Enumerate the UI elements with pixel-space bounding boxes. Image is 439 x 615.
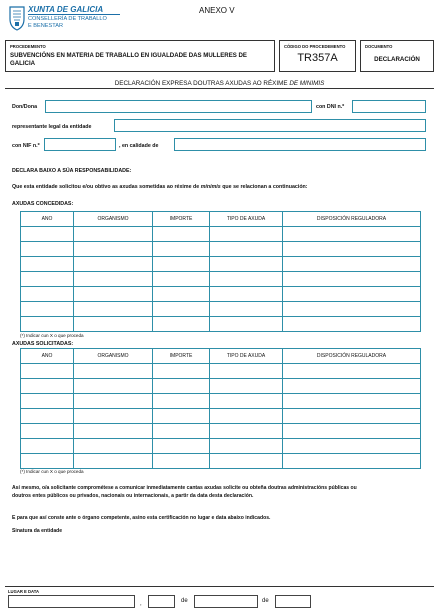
conceded-row [21,302,421,317]
requested-cell[interactable] [74,439,153,454]
conceded-cell[interactable] [153,257,210,272]
requested-title: AXUDAS SOLICITADAS: [12,341,74,347]
col-ano: ANO [21,212,74,227]
conceded-cell[interactable] [74,272,153,287]
requested-cell[interactable] [153,394,210,409]
comma-separator: , [140,601,142,607]
conceded-note: (*) Indicar cun X o que proceda [20,333,84,338]
conceded-cell[interactable] [210,317,283,332]
col-disposicion: DISPOSICIÓN REGULADORA [283,212,421,227]
conceded-cell[interactable] [210,257,283,272]
month-field[interactable] [194,595,258,608]
requested-cell[interactable] [74,364,153,379]
representative-label: representante legal da entidade [12,124,92,130]
certification-line: E para que así conste ante o órgano competente, asino esta certificación no lugar e data abaixo indicados. [12,515,271,521]
requested-cell[interactable] [283,409,421,424]
procedure-code-label: CÓDIGO DO PROCEDEMENTO [284,44,346,49]
requested-cell[interactable] [153,379,210,394]
procedure-title: SUBVENCIÓNS EN MATERIA DE TRABALLO EN IGUALDADE DAS MULLERES DE GALICIA [10,52,247,67]
requested-cell[interactable] [21,454,74,469]
conceded-cell[interactable] [21,272,74,287]
requested-cell[interactable] [283,379,421,394]
de-label-1: de [181,598,188,604]
dept-line-1: CONSELLERÍA DE TRABALLO [28,16,107,22]
don-label: Don/Dona [12,104,38,110]
procedure-box [5,40,275,72]
signature-label: Sinatura da entidade [12,528,63,534]
dni-field[interactable] [352,100,426,113]
conceded-cell[interactable] [153,287,210,302]
statement-line: Que esta entidade solicitou e/ou obtivo as axudas sometidas ao réxime de mínimis que se relacionan a continuación: [12,184,308,190]
conceded-cell[interactable] [283,272,421,287]
conceded-cell[interactable] [74,227,153,242]
procedure-code-box [279,40,356,72]
col-importe: IMPORTE [153,349,210,364]
requested-row [21,394,421,409]
requested-cell[interactable] [153,454,210,469]
conceded-cell[interactable] [210,302,283,317]
requested-cell[interactable] [153,409,210,424]
col-organismo: ORGANISMO [74,349,153,364]
procedure-label: PROCEDEMENTO [10,44,46,49]
requested-cell[interactable] [283,439,421,454]
col-tipo-axuda: TIPO DE AXUDA [210,212,283,227]
conceded-cell[interactable] [283,287,421,302]
signature-area[interactable] [12,536,427,584]
place-date-label: LUGAR E DATA [8,589,40,594]
conceded-cell[interactable] [74,257,153,272]
conceded-header-row [21,212,421,227]
de-label-2: de [262,598,269,604]
declaration-title [0,80,439,87]
col-organismo: ORGANISMO [74,212,153,227]
org-divider [28,14,120,15]
conceded-cell[interactable] [153,302,210,317]
conceded-row [21,272,421,287]
conceded-row [21,257,421,272]
requested-cell[interactable] [21,424,74,439]
requested-cell[interactable] [210,409,283,424]
requested-cell[interactable] [210,394,283,409]
declara-heading: DECLARA BAIXO A SÚA RESPONSABILIDADE: [12,168,132,174]
conceded-row [21,242,421,257]
requested-cell[interactable] [210,454,283,469]
conceded-aid-table [20,211,421,332]
requested-cell[interactable] [21,394,74,409]
conceded-row [21,227,421,242]
conceded-cell[interactable] [153,242,210,257]
requested-cell[interactable] [153,424,210,439]
conceded-cell[interactable] [283,257,421,272]
conceded-row [21,317,421,332]
conceded-cell[interactable] [153,227,210,242]
col-ano: ANO [21,349,74,364]
dept-line-2: E BENESTAR [28,22,64,29]
document-label: DOCUMENTO [365,44,393,49]
conceded-cell[interactable] [21,287,74,302]
requested-cell[interactable] [21,379,74,394]
conceded-cell[interactable] [283,227,421,242]
requested-aid-table [20,348,421,469]
requested-cell[interactable] [210,424,283,439]
annex-title: ANEXO V [199,6,235,15]
conceded-cell[interactable] [21,257,74,272]
org-name: XUNTA DE GALICIA [28,5,104,14]
requested-row [21,379,421,394]
requested-cell[interactable] [153,364,210,379]
requested-cell[interactable] [283,454,421,469]
col-tipo-axuda: TIPO DE AXUDA [210,349,283,364]
date-divider [5,586,434,587]
requested-cell[interactable] [283,364,421,379]
requested-row [21,454,421,469]
conceded-cell[interactable] [74,287,153,302]
requested-cell[interactable] [74,409,153,424]
conceded-cell[interactable] [283,302,421,317]
conceded-cell[interactable] [210,227,283,242]
requested-row [21,424,421,439]
requested-cell[interactable] [283,394,421,409]
requested-cell[interactable] [74,424,153,439]
conceded-cell[interactable] [283,242,421,257]
requested-cell[interactable] [210,364,283,379]
calidade-label: , en calidade de [119,143,159,149]
conceded-cell[interactable] [210,272,283,287]
year-field[interactable] [275,595,311,608]
requested-cell[interactable] [74,379,153,394]
requested-cell[interactable] [153,439,210,454]
conceded-cell[interactable] [21,242,74,257]
dni-label: con DNI n.º [316,104,345,110]
conceded-row [21,287,421,302]
day-field[interactable] [148,595,175,608]
conceded-cell[interactable] [210,287,283,302]
entity-field[interactable] [114,119,426,132]
requested-row [21,409,421,424]
col-importe: IMPORTE [153,212,210,227]
document-box [360,40,434,72]
requested-cell[interactable] [210,439,283,454]
conceded-cell[interactable] [153,317,210,332]
conceded-cell[interactable] [74,302,153,317]
conceded-cell[interactable] [21,227,74,242]
requested-cell[interactable] [21,364,74,379]
requested-row [21,439,421,454]
requested-cell[interactable] [21,439,74,454]
requested-cell[interactable] [21,409,74,424]
xunta-logo [7,5,27,31]
conceded-cell[interactable] [74,317,153,332]
requested-cell[interactable] [283,424,421,439]
declaration-title-main: DECLARACIÓN EXPRESA DOUTRAS AXUDAS AO RÉXIME [114,80,290,87]
place-field[interactable] [8,595,135,608]
requested-row [21,364,421,379]
requested-cell[interactable] [74,394,153,409]
conceded-cell[interactable] [210,242,283,257]
title-underline [5,88,434,89]
conceded-cell[interactable] [74,242,153,257]
don-name-field[interactable] [45,100,312,113]
nif-field[interactable] [44,138,116,151]
conceded-title: AXUDAS CONCEDIDAS: [12,201,74,207]
document-type: DECLARACIÓN [374,56,420,63]
commitment-line-2: doutros entes públicos ou privados, nacionais ou internacionais, a partir da data desta declaración. [12,493,254,499]
requested-cell[interactable] [210,379,283,394]
nif-label: con NIF n.º [12,143,40,149]
commitment-line-1: Así mesmo, o/a solicitante comprométese a comunicar inmediatamente cantas axudas solicite ou obteña doutras administracións públicas ou [12,485,357,491]
conceded-cell[interactable] [21,317,74,332]
requested-cell[interactable] [74,454,153,469]
conceded-cell[interactable] [283,317,421,332]
conceded-cell[interactable] [21,302,74,317]
conceded-cell[interactable] [153,272,210,287]
requested-note: (*) Indicar cun X o que proceda [20,469,84,474]
calidade-field[interactable] [174,138,426,151]
procedure-code: TR357A [297,52,338,64]
declaration-title-italic: DE MINIMIS [289,80,325,87]
requested-header-row [21,349,421,364]
col-disposicion: DISPOSICIÓN REGULADORA [283,349,421,364]
coat-of-arms-icon [7,5,27,31]
